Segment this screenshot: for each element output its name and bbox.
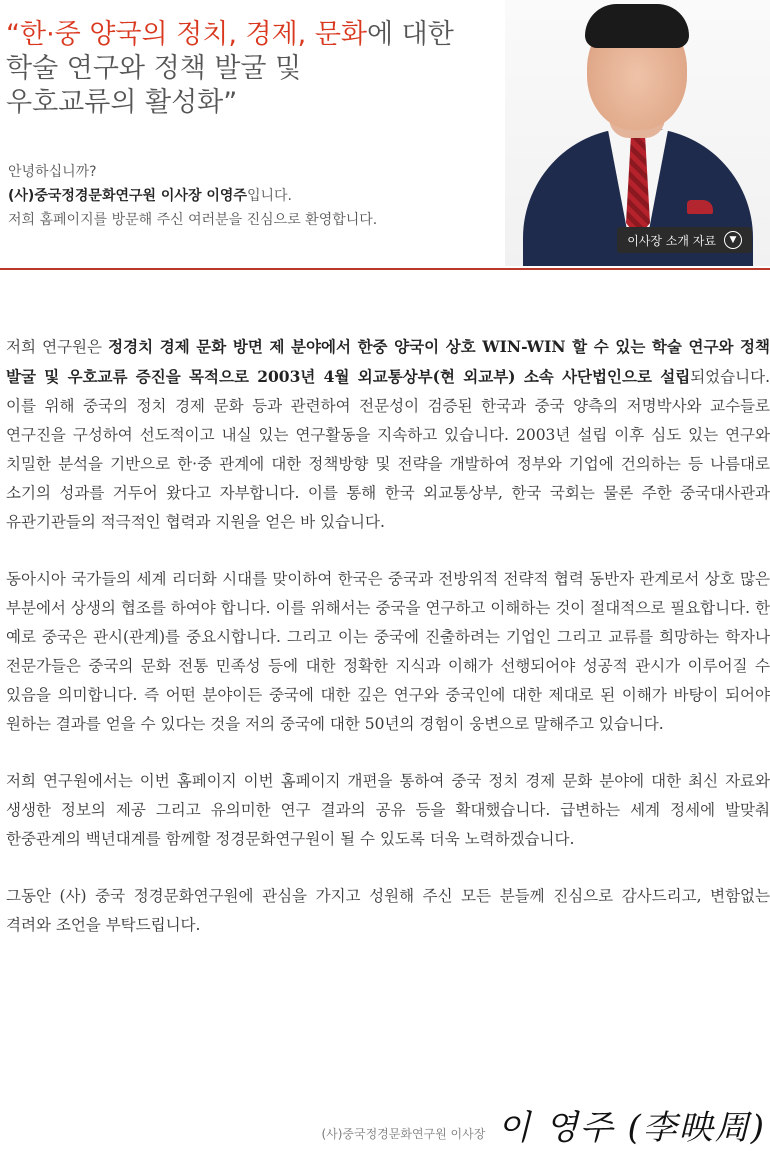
greeting-line-3: 저희 홈페이지를 방문해 주신 여러분을 진심으로 환영합니다. xyxy=(8,212,378,228)
headline-suffix: 에 대한 xyxy=(366,19,454,50)
signature-org: (사)중국정경문화연구원 이사장 xyxy=(321,1127,486,1141)
greeting-line-2 xyxy=(8,184,528,208)
headline-line-1 xyxy=(6,18,526,52)
body-paragraph-4: 그동안 (사) 중국 정경문화연구원에 관심을 가지고 성원해 주신 모든 분들께 진심으로 감사드리고, 변함없는 격려와 조언을 부탁드립니다. xyxy=(6,887,770,934)
headline-line-2: 학술 연구와 정책 발굴 및 xyxy=(6,53,302,84)
headline-highlight: 한·중 양국의 정치, 경제, 문화 xyxy=(20,19,367,50)
body-p1-rest: 되었습니다. 이를 위해 중국의 정치 경제 문화 등과 관련하여 전문성이 검증된 한국과 중국 양측의 저명박사와 교수들로 연구진을 구성하여 선도적이고 내실 있는 연구활동을 지속하고 있습니다. 2003년 설립 이후 심도 있는 연구와 치밀한 분석을 기반으로 한·중 관계에 대한 정책방향 및 전략을 개발하여 정부와 기업에 건의하는 등 나름대로 소기의 성과를 거두어 왔다고 자부합니다. 이를 통해 한국 외교통상부, 한국 국회는 물론 주한 중국대사관과 유관기관들의 적극적인 협력과 지원을 얻은 바 있습니다. xyxy=(6,368,770,531)
body-p1-lead: 저희 연구원은 xyxy=(6,338,109,356)
body-paragraph-1 xyxy=(6,332,770,537)
greeting-line-2-rest: 입니다. xyxy=(246,188,292,204)
headline xyxy=(6,18,526,120)
body-paragraph-3: 저희 연구원에서는 이번 홈페이지 이번 홈페이지 개편을 통하여 중국 정치 경제 문화 분야에 대한 최신 자료와 생생한 정보의 제공 그리고 유의미한 연구 결과의 공유 등을 확대했습니다. 급변하는 세계 정세에 발맞춰 한중관계의 백년대계를 함께할 정경문화연구원이 될 수 있도록 더욱 노력하겠습니다. xyxy=(6,772,770,848)
body-paragraph-2: 동아시아 국가들의 세계 리더화 시대를 맞이하여 한국은 중국과 전방위적 전략적 협력 동반자 관계로서 상호 많은 부분에서 상생의 협조를 하여야 합니다. 이를 위해서는 중국을 연구하고 이해하는 것이 절대적으로 필요합니다. 한 예로 중국은 관시(관계)를 중요시합니다. 그리고 이는 중국에 진출하려는 기업인 그리고 교류를 희망하는 학자나 전문가들은 중국의 문화 전통 민족성 등에 대한 정확한 지식과 이해가 선행되어야 성공적 관시가 이루어질 수 있음을 의미합니다. 즉 어떤 분야이든 중국에 대한 깊은 연구와 중국인에 대한 제대로 된 이해가 바탕이 되어야 원하는 결과를 얻을 수 있다는 것을 저의 중국에 대한 50년의 경험이 웅변으로 말해주고 있습니다. xyxy=(6,570,770,733)
chairman-intro-label: 이사장 소개 자료 xyxy=(627,233,716,248)
chairman-intro-button[interactable] xyxy=(617,227,752,253)
headline-open-quote: “ xyxy=(6,19,20,50)
greeting-line-1: 안녕하십니까? xyxy=(8,164,97,180)
chevron-down-circle-icon: ▼ xyxy=(724,231,742,249)
body-p1-bold: 정경치 경제 문화 방면 제 분야에서 한중 양국이 상호 WIN-WIN 할 수 있는 학술 연구와 정책 발굴 및 우호교류 증진을 목적으로 2003년 4월 외교통상부(현 외교부) 소속 사단법인으로 설립 xyxy=(6,337,770,386)
greeting-speaker: (사)중국정경문화연구원 이사장 이영주 xyxy=(8,188,247,204)
signature-name: 이 영주 (李映周) xyxy=(497,1108,766,1148)
headline-line-3: 우호교류의 활성화” xyxy=(6,87,238,118)
signature xyxy=(321,1100,766,1149)
greeting-text xyxy=(8,160,528,232)
greeting-body xyxy=(6,332,770,968)
greeting-header xyxy=(0,0,770,270)
chairman-portrait xyxy=(505,0,770,266)
